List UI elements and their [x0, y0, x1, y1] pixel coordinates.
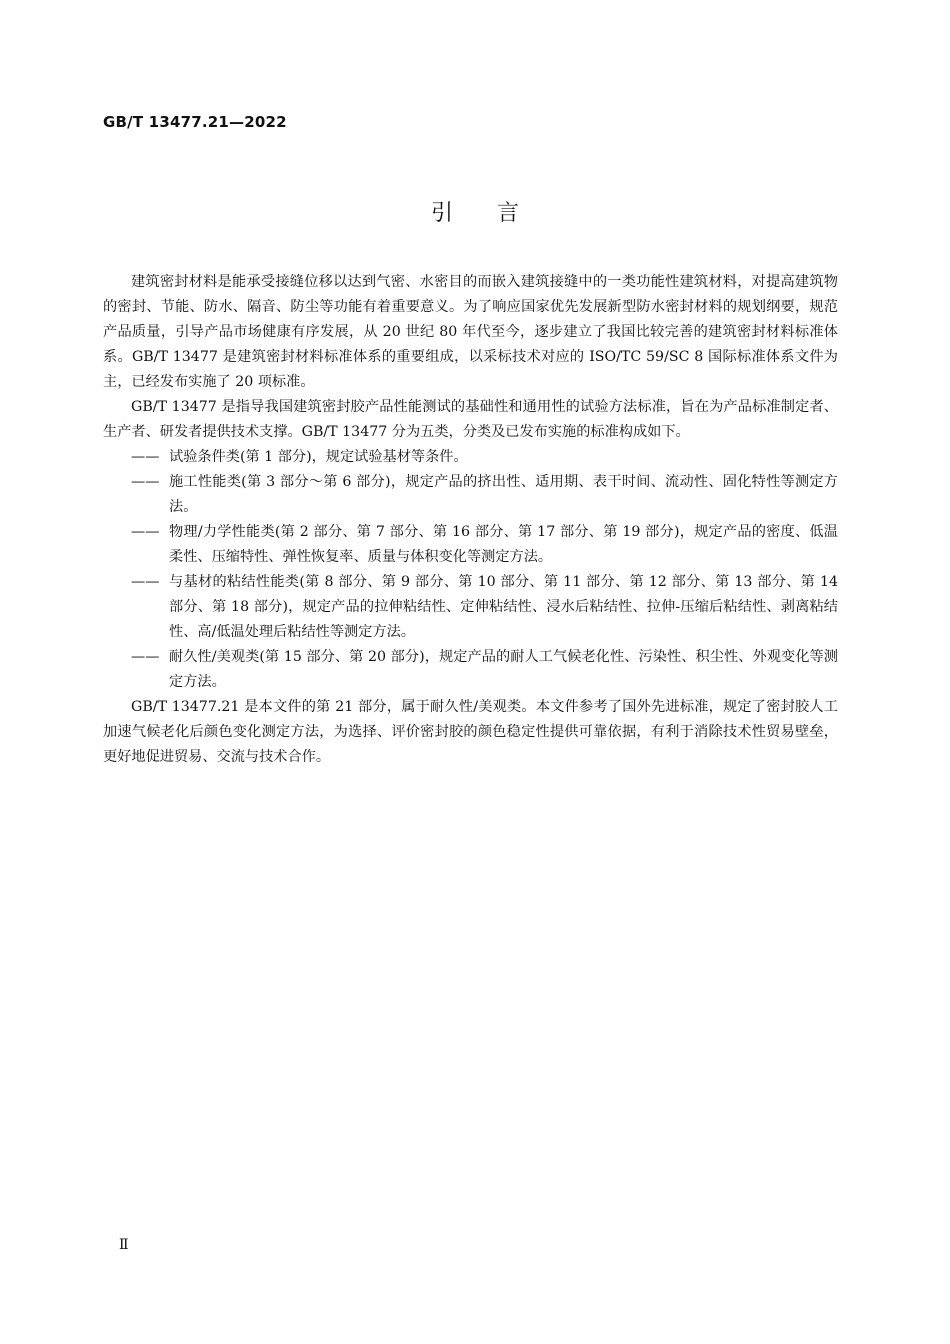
list-dash: ——	[131, 524, 160, 540]
list-item-text: 试验条件类(第 1 部分)，规定试验基材等条件。	[169, 449, 468, 465]
list-dash: ——	[131, 574, 160, 590]
list-item-text: 施工性能类(第 3 部分～第 6 部分)，规定产品的挤出性、适用期、表干时间、流动性、固化特性等测定方法。	[169, 474, 838, 515]
list-item	[103, 645, 838, 695]
closing-paragraph: GB/T 13477.21 是本文件的第 21 部分，属于耐久性/美观类。本文件参考了国外先进标准，规定了密封胶人工加速气候老化后颜色变化测定方法，为选择、评价密封胶的颜色稳定性提供可靠依据，有利于消除技术性贸易壁垒，更好地促进贸易、交流与技术合作。	[103, 699, 838, 765]
standard-number: GB/T 13477.21—2022	[103, 113, 287, 131]
page-title: 引言	[430, 201, 563, 226]
page-number: Ⅱ	[119, 1237, 129, 1253]
list-item	[103, 470, 838, 520]
list-item	[103, 445, 838, 470]
intro-paragraph-1: 建筑密封材料是能承受接缝位移以达到气密、水密目的而嵌入建筑接缝中的一类功能性建筑材料，对提高建筑物的密封、节能、防水、隔音、防尘等功能有着重要意义。为了响应国家优先发展新型防水密封材料的规划纲要，规范产品质量，引导产品市场健康有序发展，从 20 世纪 80 年代至今，逐步建立了我国比较完善的建筑密封材料标准体系。GB/T 13477 是建筑密封材料标准体系的重要组成，以采标技术对应的 ISO/TC 59/SC 8 国际标准体系文件为主，已经发布实施了 20 项标准。	[103, 274, 838, 390]
list-dash: ——	[131, 649, 160, 665]
list-dash: ——	[131, 449, 160, 465]
list-dash: ——	[131, 474, 160, 490]
list-item	[103, 570, 838, 645]
list-item-text: 与基材的粘结性能类(第 8 部分、第 9 部分、第 10 部分、第 11 部分、第 12 部分、第 13 部分、第 14 部分、第 18 部分)，规定产品的拉伸粘结性、定伸粘结性、浸水后粘结性、拉伸-压缩后粘结性、剥离粘结性、高/低温处理后粘结性等测定方法。	[169, 574, 838, 640]
document-body	[103, 270, 838, 770]
intro-paragraph-2: GB/T 13477 是指导我国建筑密封胶产品性能测试的基础性和通用性的试验方法标准，旨在为产品标准制定者、生产者、研发者提供技术支撑。GB/T 13477 分为五类，分类及已发布实施的标准构成如下。	[103, 399, 838, 440]
list-item	[103, 520, 838, 570]
list-item-text: 物理/力学性能类(第 2 部分、第 7 部分、第 16 部分、第 17 部分、第 19 部分)，规定产品的密度、低温柔性、压缩特性、弹性恢复率、质量与体积变化等测定方法。	[169, 524, 838, 565]
list-item-text: 耐久性/美观类(第 15 部分、第 20 部分)，规定产品的耐人工气候老化性、污染性、积尘性、外观变化等测定方法。	[169, 649, 838, 690]
